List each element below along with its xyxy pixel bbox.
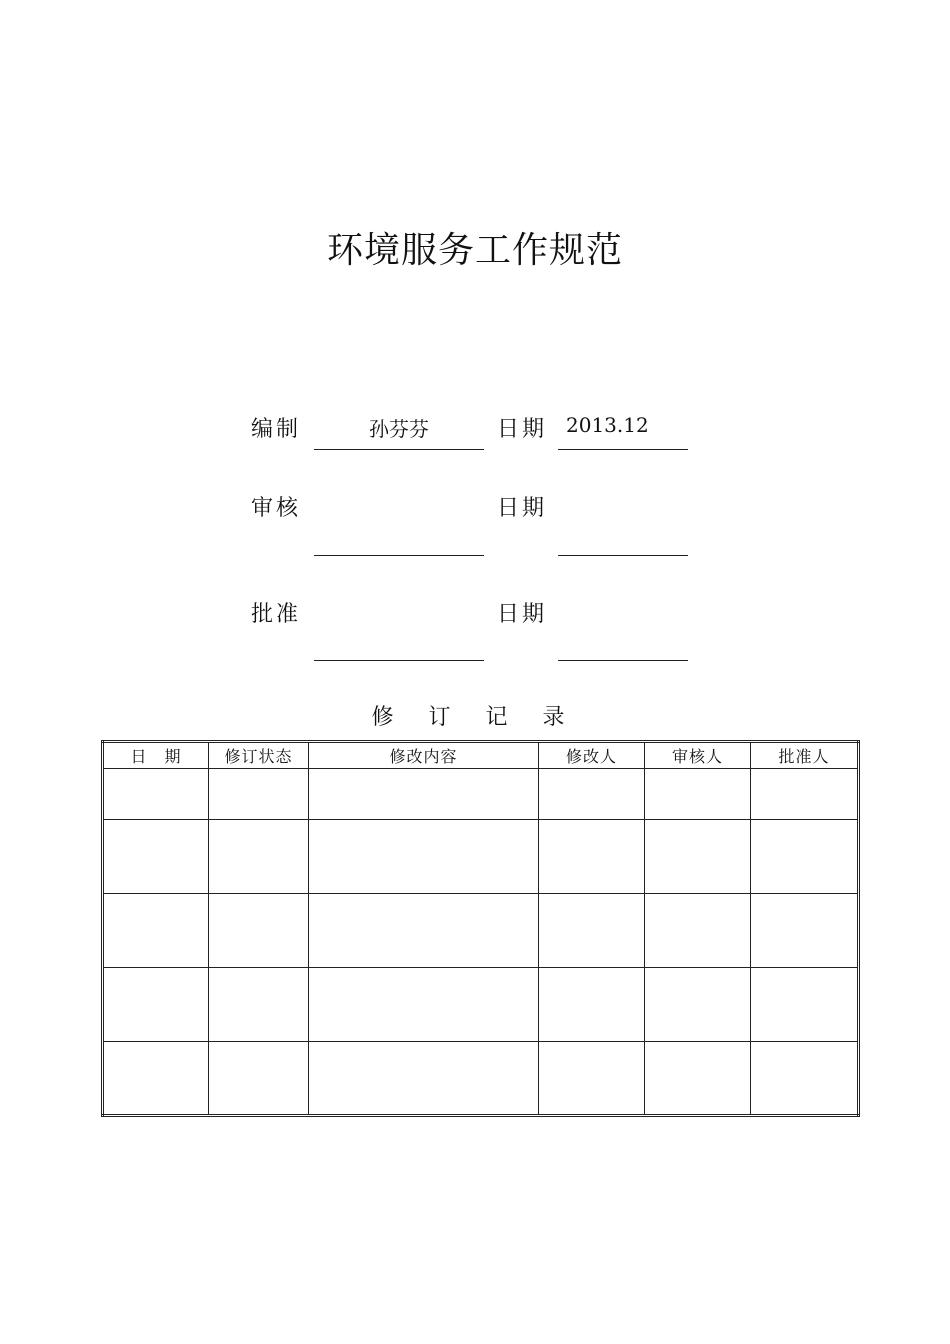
reviewed-name-line (314, 555, 484, 556)
table-cell (539, 1042, 645, 1116)
table-row (103, 968, 859, 1042)
table-cell (309, 894, 539, 968)
table-cell (645, 769, 751, 820)
table-cell (309, 968, 539, 1042)
column-header-revision-status: 修订状态 (209, 742, 309, 769)
table-cell (309, 1042, 539, 1116)
approved-label: 批准 (251, 602, 302, 627)
table-cell (103, 968, 209, 1042)
column-header-reviewer: 审核人 (645, 742, 751, 769)
prepared-date-line (558, 449, 688, 450)
approved-name-line (314, 660, 484, 661)
prepared-name: 孙芬芬 (369, 417, 429, 441)
table-cell (751, 820, 859, 894)
prepared-date: 2013.12 (566, 413, 649, 437)
column-header-date: 日 期 (103, 742, 209, 769)
reviewed-label: 审核 (251, 496, 302, 521)
table-cell (751, 769, 859, 820)
table-row (103, 820, 859, 894)
prepared-date-label: 日期 (497, 417, 548, 442)
reviewed-date-line (558, 555, 688, 556)
table-cell (539, 968, 645, 1042)
document-title: 环境服务工作规范 (326, 230, 623, 271)
revision-record-table (101, 740, 860, 1117)
table-cell (103, 894, 209, 968)
revision-record-title: 修 订 记 录 (371, 705, 579, 730)
column-header-approver: 批准人 (751, 742, 859, 769)
prepared-name-line (314, 449, 484, 450)
table-cell (645, 820, 751, 894)
table-cell (209, 820, 309, 894)
table-row (103, 1042, 859, 1116)
approved-date-line (558, 660, 688, 661)
table-cell (309, 769, 539, 820)
table-cell (309, 820, 539, 894)
table-cell (645, 894, 751, 968)
table-cell (209, 769, 309, 820)
table-cell (209, 1042, 309, 1116)
table-cell (751, 968, 859, 1042)
table-cell (539, 894, 645, 968)
column-header-revision-content: 修改内容 (309, 742, 539, 769)
reviewed-date-label: 日期 (497, 496, 548, 521)
table-cell (645, 1042, 751, 1116)
table-cell (751, 894, 859, 968)
table-cell (103, 1042, 209, 1116)
table-cell (103, 820, 209, 894)
table-row (103, 894, 859, 968)
revision-header-row (103, 742, 859, 769)
prepared-label: 编制 (251, 417, 302, 442)
table-cell (751, 1042, 859, 1116)
table-cell (645, 968, 751, 1042)
table-cell (539, 769, 645, 820)
approved-date-label: 日期 (497, 602, 548, 627)
table-cell (539, 820, 645, 894)
table-cell (103, 769, 209, 820)
table-row (103, 769, 859, 820)
table-cell (209, 894, 309, 968)
table-cell (209, 968, 309, 1042)
column-header-modifier: 修改人 (539, 742, 645, 769)
